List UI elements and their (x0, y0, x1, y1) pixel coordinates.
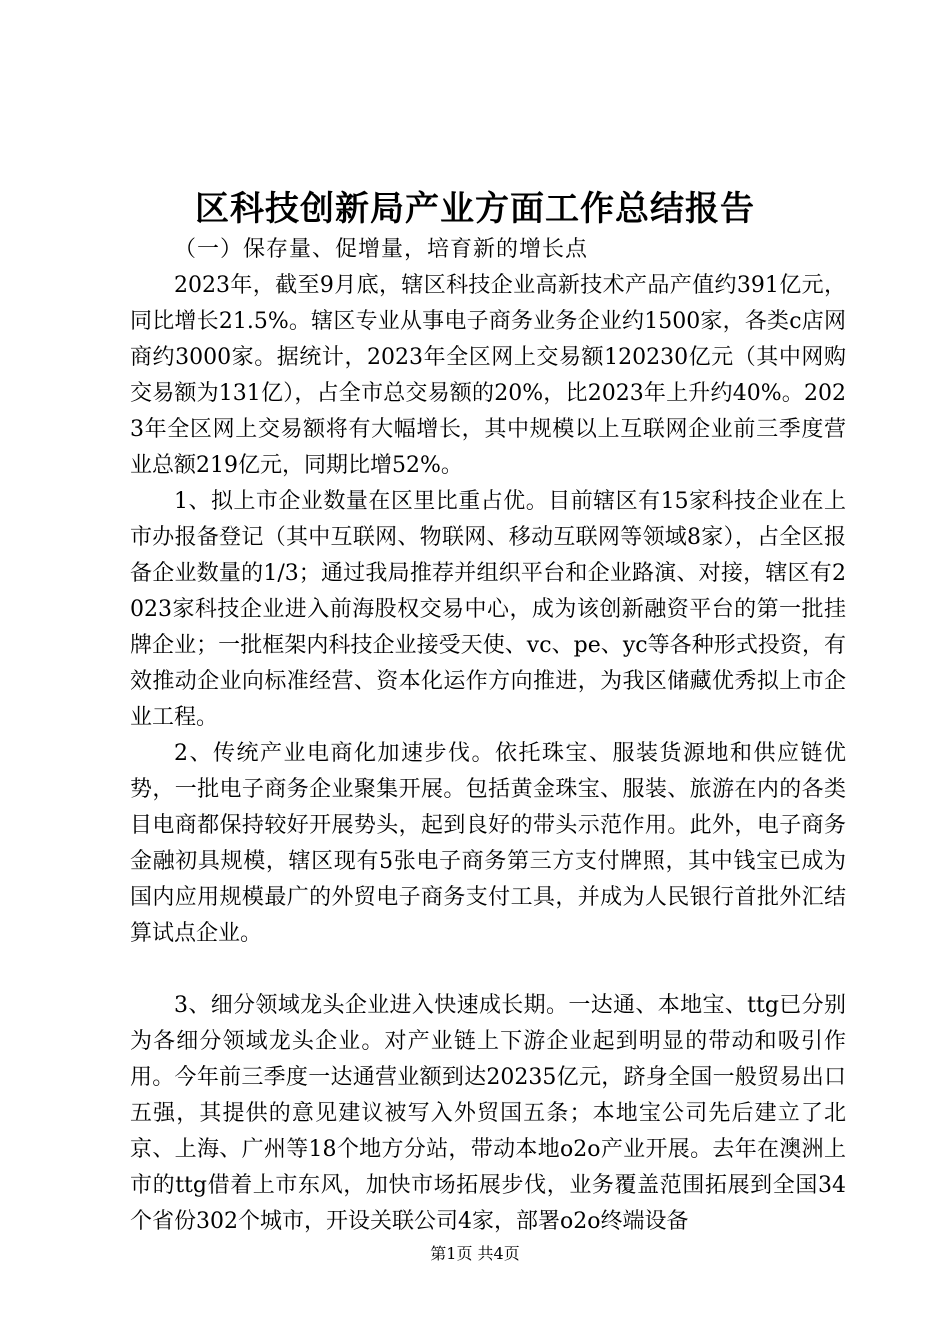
section-heading: （一）保存量、促增量，培育新的增长点 (174, 237, 589, 262)
page-number: 第1页 共4页 (430, 1244, 520, 1263)
paragraph-traditional-ecommerce: 2、传统产业电商化加速步伐。依托珠宝、服装货源地和供应链优势，一批电子商务企业聚集开展。包括黄金珠宝、服装、旅游在内的各类目电商都保持较好开展势头，起到良好的带头示范作用。此外，电子商务金融初具规模，辖区现有5张电子商务第三方支付牌照，其中钱宝已成为国内应用规模最广的外贸电子商务支付工具，并成为人民银行首批外汇结算试点企业。 (130, 741, 846, 946)
paragraph-overview: 2023年，截至9月底，辖区科技企业高新技术产品产值约391亿元，同比增长21.5%。辖区专业从事电子商务业务企业约1500家，各类c店网商约3000家。据统计，2023年全区网上交易额120230亿元（其中网购交易额为131亿），占全市总交易额的20%，比2023年上升约40%。2023年全区网上交易额将有大幅增长，其中规模以上互联网企业前三季度营业总额219亿元，同期比增52%。 (130, 273, 846, 478)
document-title: 区科技创新局产业方面工作总结报告 (195, 189, 755, 229)
paragraph-leading-enterprises: 3、细分领域龙头企业进入快速成长期。一达通、本地宝、ttg已分别为各细分领域龙头企业。对产业链上下游企业起到明显的带动和吸引作用。今年前三季度一达通营业额到达20235亿元，跻身全国一般贸易出口五强，其提供的意见建议被写入外贸国五条；本地宝公司先后建立了北京、上海、广州等18个地方分站，带动本地o2o产业开展。去年在澳洲上市的ttg借着上市东风，加快市场拓展步伐，业务覆盖范围拓展到全国34个省份302个城市，开设关联公司4家，部署o2o终端设备 (130, 993, 846, 1234)
document-body (130, 232, 846, 1240)
paragraph-listed-companies: 1、拟上市企业数量在区里比重占优。目前辖区有15家科技企业在上市办报备登记（其中互联网、物联网、移动互联网等领域8家），占全区报备企业数量的1/3；通过我局推荐并组织平台和企业路演、对接，辖区有2023家科技企业进入前海股权交易中心，成为该创新融资平台的第一批挂牌企业；一批框架内科技企业接受天使、vc、pe、yc等各种形式投资，有效推动企业向标准经营、资本化运作方向推进，为我区储藏优秀拟上市企业工程。 (130, 489, 846, 730)
